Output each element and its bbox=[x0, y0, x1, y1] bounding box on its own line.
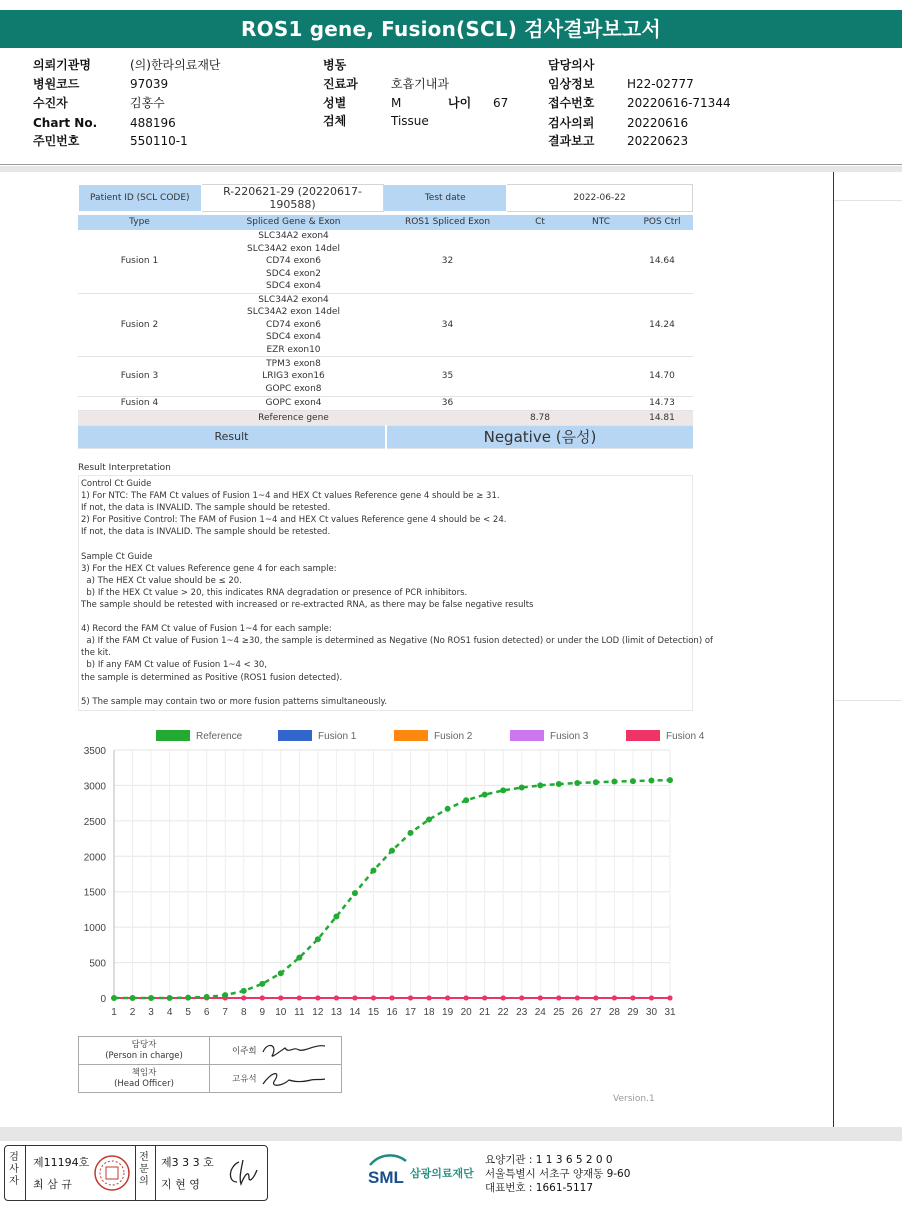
data-point-fusion-4 bbox=[464, 996, 469, 1001]
header-value: Tissue bbox=[391, 114, 429, 128]
interpretation-line: b) If any FAM Ct value of Fusion 1~4 < 30, bbox=[81, 660, 267, 671]
header-divider bbox=[0, 164, 902, 165]
y-tick-label: 2000 bbox=[83, 852, 106, 864]
header-item: 주민번호 bbox=[33, 134, 80, 148]
data-point-reference bbox=[185, 995, 191, 1001]
data-point-fusion-4 bbox=[630, 996, 635, 1001]
header-item: 검사의뢰 bbox=[548, 116, 595, 130]
test-date-label: Test date bbox=[384, 185, 507, 212]
interpretation-line: a) The HEX Ct value should be ≤ 20. bbox=[81, 575, 242, 586]
box-divider bbox=[135, 1146, 136, 1200]
spliced-genes: GOPC exon4 bbox=[201, 397, 386, 411]
ros1-exon: 34 bbox=[386, 293, 509, 357]
data-point-fusion-4 bbox=[556, 996, 561, 1001]
interpretation-line bbox=[81, 538, 690, 550]
x-tick-label: 6 bbox=[203, 1007, 210, 1018]
fusion-type: Fusion 3 bbox=[78, 357, 201, 397]
header-value: 호흡기내과 bbox=[391, 77, 449, 91]
interpretation-line: b) If the HEX Ct value > 20, this indicates RNA degradation or presence of PCR inhibitors. bbox=[81, 587, 468, 598]
y-tick-label: 500 bbox=[89, 958, 106, 970]
header-item: 검체 bbox=[323, 114, 347, 128]
x-tick-label: 14 bbox=[349, 1007, 361, 1018]
header-item: 담당의사 bbox=[548, 58, 595, 72]
patient-id-table bbox=[78, 184, 693, 212]
interpretation-line: If not, the data is INVALID. The sample should be retested. bbox=[81, 503, 331, 514]
data-point-fusion-4 bbox=[612, 996, 617, 1001]
x-tick-label: 18 bbox=[423, 1007, 435, 1018]
x-tick-label: 1 bbox=[111, 1007, 117, 1018]
specialist-signature bbox=[225, 1156, 261, 1190]
institution-code: 요양기관 : 1 1 3 6 5 2 0 0 bbox=[485, 1154, 613, 1166]
data-point-fusion-4 bbox=[519, 996, 524, 1001]
data-point-reference bbox=[333, 914, 339, 920]
spliced-genes: SLC34A2 exon4 SLC34A2 exon 14del CD74 exon6 SDC4 exon2 SDC4 exon4 bbox=[201, 230, 386, 293]
data-point-reference bbox=[463, 797, 469, 803]
data-point-fusion-4 bbox=[315, 996, 320, 1001]
ros1-exon: 32 bbox=[386, 230, 509, 293]
x-tick-label: 8 bbox=[240, 1007, 247, 1018]
data-point-reference bbox=[630, 778, 636, 784]
data-point-reference bbox=[241, 988, 247, 994]
interpretation-line: Control Ct Guide bbox=[81, 479, 152, 489]
x-tick-label: 30 bbox=[645, 1007, 658, 1018]
x-tick-label: 21 bbox=[479, 1007, 491, 1018]
sml-logo-icon bbox=[366, 1151, 408, 1191]
header-value: 20220623 bbox=[627, 134, 689, 148]
data-point-reference bbox=[445, 806, 451, 812]
amplification-chart bbox=[72, 722, 705, 1022]
header-value: M bbox=[391, 96, 402, 110]
y-tick-label: 2500 bbox=[83, 816, 106, 828]
data-point-fusion-4 bbox=[260, 996, 265, 1001]
report-title: ROS1 gene, Fusion(SCL) 검사결과보고서 bbox=[0, 10, 902, 48]
header-value: 20220616 bbox=[627, 116, 689, 130]
data-point-reference bbox=[426, 816, 432, 822]
interpretation-line bbox=[81, 611, 690, 623]
table-header-row bbox=[78, 215, 693, 230]
data-point-fusion-4 bbox=[297, 996, 302, 1001]
patient-id-label: Patient ID (SCL CODE) bbox=[79, 185, 202, 212]
header-value: 67 bbox=[493, 96, 509, 110]
page-separator bbox=[0, 166, 902, 172]
data-point-reference bbox=[500, 787, 506, 793]
legend-swatch bbox=[626, 730, 660, 741]
pos-ctrl-value: 14.64 bbox=[631, 230, 693, 293]
table-row bbox=[78, 230, 693, 293]
interpretation-line bbox=[81, 684, 690, 696]
institution-info bbox=[485, 1153, 630, 1195]
table-row bbox=[78, 357, 693, 397]
data-point-reference bbox=[519, 785, 525, 791]
org-name: 삼광의료재단 bbox=[410, 1167, 474, 1180]
interpretation-line: 4) Record the FAM Ct value of Fusion 1~4 for each sample: bbox=[81, 624, 332, 635]
side-divider bbox=[834, 200, 902, 201]
x-tick-label: 13 bbox=[330, 1007, 342, 1018]
interpretation-line: the sample is determined as Positive (ROS1 fusion detected). bbox=[81, 672, 343, 683]
x-tick-label: 9 bbox=[259, 1007, 266, 1018]
reference-pos: 14.81 bbox=[631, 411, 693, 426]
official-seal bbox=[93, 1154, 131, 1192]
data-point-reference bbox=[352, 890, 358, 896]
y-tick-label: 0 bbox=[100, 994, 106, 1005]
header-value: 488196 bbox=[130, 116, 176, 130]
data-point-reference bbox=[574, 780, 580, 786]
table-row bbox=[78, 293, 693, 357]
x-tick-label: 5 bbox=[185, 1007, 191, 1018]
examiner-name: 최 삼 규 bbox=[33, 1178, 72, 1191]
header-item: 접수번호 bbox=[548, 96, 595, 110]
reference-ct: 8.78 bbox=[509, 411, 571, 426]
specialist-name: 지 현 영 bbox=[161, 1178, 200, 1191]
spliced-genes: TPM3 exon8 LRIG3 exon16 GOPC exon8 bbox=[201, 357, 386, 397]
signature-mark bbox=[259, 1068, 329, 1090]
reference-ntc bbox=[571, 411, 631, 426]
x-tick-label: 27 bbox=[590, 1007, 602, 1018]
data-point-fusion-4 bbox=[575, 996, 580, 1001]
data-point-reference bbox=[370, 867, 376, 873]
header-item: 성별 bbox=[323, 96, 347, 110]
data-point-reference bbox=[593, 779, 599, 785]
header-item: Chart No. bbox=[33, 116, 98, 130]
svg-text:SML: SML bbox=[368, 1168, 404, 1187]
column-header: NTC bbox=[571, 215, 631, 230]
ros1-exon: 35 bbox=[386, 357, 509, 397]
x-tick-label: 7 bbox=[222, 1007, 228, 1018]
x-tick-label: 29 bbox=[627, 1007, 639, 1018]
y-tick-label: 3500 bbox=[83, 746, 106, 757]
header-item: 의뢰기관명 bbox=[33, 58, 91, 72]
data-point-reference bbox=[611, 779, 617, 785]
specialist-label: 전 문 의 bbox=[139, 1152, 149, 1187]
data-point-reference bbox=[130, 995, 136, 1001]
interpretation-line: a) If the FAM Ct value of Fusion 1~4 ≥30, the sample is determined as Negative (No ROS1 fusion detected) or under the LOD (limit of Detection) of bbox=[81, 636, 714, 647]
header-item: 병원코드 bbox=[33, 77, 80, 91]
x-tick-label: 17 bbox=[404, 1007, 417, 1018]
data-point-fusion-4 bbox=[278, 996, 283, 1001]
x-tick-label: 23 bbox=[516, 1007, 528, 1018]
person-in-charge-label: 담당자 (Person in charge) bbox=[79, 1037, 210, 1065]
legend-swatch bbox=[156, 730, 190, 741]
ct-value bbox=[509, 230, 571, 293]
interpretation-line: If not, the data is INVALID. The sample should be retested. bbox=[81, 527, 331, 538]
header-value: 97039 bbox=[130, 77, 169, 91]
fusion-results-table bbox=[78, 215, 693, 449]
patient-id-value: R-220621-29 (20220617-190588) bbox=[201, 185, 384, 212]
result-label: Result bbox=[78, 426, 386, 449]
data-point-reference bbox=[482, 792, 488, 798]
x-tick-label: 24 bbox=[534, 1007, 546, 1018]
data-point-fusion-4 bbox=[241, 996, 246, 1001]
x-tick-label: 28 bbox=[608, 1007, 620, 1018]
signoff-table bbox=[78, 1036, 342, 1093]
column-header: POS Ctrl bbox=[631, 215, 693, 230]
person-in-charge-signature: 이주희 bbox=[210, 1037, 342, 1065]
data-point-fusion-4 bbox=[408, 996, 413, 1001]
x-tick-label: 15 bbox=[367, 1007, 380, 1018]
column-header: Ct bbox=[509, 215, 571, 230]
interpretation-line: 3) For the HEX Ct values Reference gene 4 for each sample: bbox=[81, 563, 337, 574]
data-point-fusion-4 bbox=[593, 996, 598, 1001]
data-point-fusion-4 bbox=[501, 996, 506, 1001]
data-point-fusion-4 bbox=[352, 996, 357, 1001]
data-point-reference bbox=[204, 994, 210, 1000]
column-header: Type bbox=[78, 215, 201, 230]
data-point-reference bbox=[389, 848, 395, 854]
version-label: Version.1 bbox=[613, 1094, 655, 1104]
interpretation-line: 1) For NTC: The FAM Ct values of Fusion 1~4 and HEX Ct values Reference gene 4 should be ≥ 31. bbox=[81, 491, 500, 502]
result-value: Negative (음성) bbox=[386, 426, 693, 449]
x-tick-label: 19 bbox=[442, 1007, 454, 1018]
interpretation-line: 5) The sample may contain two or more fusion patterns simultaneously. bbox=[81, 696, 388, 707]
side-divider bbox=[834, 700, 902, 701]
header-value: 20220616-71344 bbox=[627, 96, 731, 110]
legend-label: Fusion 2 bbox=[434, 731, 473, 742]
spliced-genes: SLC34A2 exon4 SLC34A2 exon 14del CD74 exon6 SDC4 exon4 EZR exon10 bbox=[201, 293, 386, 357]
box-divider bbox=[25, 1146, 26, 1200]
footer-separator bbox=[0, 1127, 902, 1141]
x-tick-label: 12 bbox=[312, 1007, 324, 1018]
pos-ctrl-value: 14.24 bbox=[631, 293, 693, 357]
box-divider bbox=[155, 1146, 156, 1200]
data-point-reference bbox=[148, 995, 154, 1001]
header-value: (의)한라의료재단 bbox=[130, 58, 221, 72]
institution-phone: 대표번호 : 1661-5117 bbox=[485, 1182, 594, 1194]
legend-swatch bbox=[278, 730, 312, 741]
header-item: 진료과 bbox=[323, 77, 358, 91]
data-point-fusion-4 bbox=[668, 996, 673, 1001]
reference-gene-row bbox=[78, 411, 693, 426]
y-tick-label: 1500 bbox=[83, 887, 106, 899]
fusion-type: Fusion 1 bbox=[78, 230, 201, 293]
x-tick-label: 2 bbox=[129, 1007, 136, 1018]
x-tick-label: 25 bbox=[553, 1007, 565, 1018]
certification-box bbox=[4, 1145, 268, 1201]
data-point-fusion-4 bbox=[445, 996, 450, 1001]
head-officer-label: 책임자 (Head Officer) bbox=[79, 1065, 210, 1093]
data-point-fusion-4 bbox=[390, 996, 395, 1001]
data-point-reference bbox=[222, 992, 228, 998]
report-frame-border bbox=[833, 172, 834, 1127]
column-header: ROS1 Spliced Exon bbox=[386, 215, 509, 230]
x-tick-label: 4 bbox=[166, 1007, 173, 1018]
header-item: 임상정보 bbox=[548, 77, 595, 91]
ct-value bbox=[509, 357, 571, 397]
x-tick-label: 16 bbox=[386, 1007, 398, 1018]
interpretation-line: 2) For Positive Control: The FAM of Fusion 1~4 and HEX Ct values Reference gene 4 should be < 24. bbox=[81, 515, 507, 526]
specialist-license: 제3 3 3 호 bbox=[161, 1156, 214, 1169]
table-row bbox=[78, 397, 693, 411]
legend-swatch bbox=[510, 730, 544, 741]
data-point-reference bbox=[167, 995, 173, 1001]
interpretation-title: Result Interpretation bbox=[78, 463, 171, 473]
ct-value bbox=[509, 293, 571, 357]
data-point-fusion-4 bbox=[427, 996, 432, 1001]
x-tick-label: 31 bbox=[664, 1007, 676, 1018]
y-tick-label: 3000 bbox=[83, 781, 106, 793]
reference-gene-label: Reference gene bbox=[78, 411, 509, 426]
data-point-reference bbox=[278, 970, 284, 976]
interpretation-line: the kit. bbox=[81, 648, 111, 659]
legend-label: Fusion 1 bbox=[318, 731, 357, 742]
ros1-exon: 36 bbox=[386, 397, 509, 411]
header-item: 결과보고 bbox=[548, 134, 595, 148]
fusion-type: Fusion 4 bbox=[78, 397, 201, 411]
pos-ctrl-value: 14.70 bbox=[631, 357, 693, 397]
header-item: 나이 bbox=[448, 96, 472, 110]
x-tick-label: 20 bbox=[460, 1007, 472, 1018]
data-point-fusion-4 bbox=[649, 996, 654, 1001]
data-point-fusion-4 bbox=[538, 996, 543, 1001]
ntc-value bbox=[571, 293, 631, 357]
x-tick-label: 22 bbox=[497, 1007, 509, 1018]
data-point-fusion-4 bbox=[334, 996, 339, 1001]
x-tick-label: 10 bbox=[275, 1007, 287, 1018]
data-point-reference bbox=[111, 995, 117, 1001]
pos-ctrl-value: 14.73 bbox=[631, 397, 693, 411]
signature-mark bbox=[259, 1040, 329, 1062]
data-point-reference bbox=[537, 782, 543, 788]
column-header: Spliced Gene & Exon bbox=[201, 215, 386, 230]
legend-label: Fusion 4 bbox=[666, 731, 705, 742]
test-date-value: 2022-06-22 bbox=[507, 185, 693, 212]
interpretation-line: Sample Ct Guide bbox=[81, 551, 153, 562]
legend-label: Fusion 3 bbox=[550, 731, 589, 742]
header-item: 수진자 bbox=[33, 96, 68, 110]
data-point-reference bbox=[556, 781, 562, 787]
data-point-reference bbox=[259, 981, 265, 987]
head-officer-signature: 고유석 bbox=[210, 1065, 342, 1093]
report-header bbox=[0, 52, 902, 164]
header-value: H22-02777 bbox=[627, 77, 694, 91]
institution-address: 서울특별시 서초구 양재동 9-60 bbox=[485, 1168, 631, 1180]
legend-swatch bbox=[394, 730, 428, 741]
examiner-label: 검 사 자 bbox=[9, 1152, 19, 1187]
data-point-reference bbox=[648, 777, 654, 783]
data-point-reference bbox=[667, 777, 673, 783]
y-tick-label: 1000 bbox=[83, 923, 106, 935]
footer bbox=[0, 1141, 902, 1208]
data-point-fusion-4 bbox=[371, 996, 376, 1001]
data-point-reference bbox=[296, 955, 302, 961]
header-value: 김홍수 bbox=[130, 96, 165, 110]
interpretation-line: The sample should be retested with increased or re-extracted RNA, as there may be false negative results bbox=[81, 599, 534, 610]
ct-value bbox=[509, 397, 571, 411]
header-item: 병동 bbox=[323, 58, 347, 72]
examiner-license: 제11194호 bbox=[33, 1156, 90, 1169]
ntc-value bbox=[571, 357, 631, 397]
x-tick-label: 3 bbox=[148, 1007, 154, 1018]
result-row bbox=[78, 426, 693, 449]
data-point-reference bbox=[315, 936, 321, 942]
data-point-fusion-4 bbox=[482, 996, 487, 1001]
x-tick-label: 26 bbox=[571, 1007, 583, 1018]
ntc-value bbox=[571, 397, 631, 411]
interpretation-box bbox=[78, 475, 714, 711]
header-value: 550110-1 bbox=[130, 134, 188, 148]
fusion-type: Fusion 2 bbox=[78, 293, 201, 357]
data-point-reference bbox=[408, 830, 414, 836]
x-tick-label: 11 bbox=[294, 1007, 305, 1018]
legend-label: Reference bbox=[196, 731, 243, 742]
ntc-value bbox=[571, 230, 631, 293]
